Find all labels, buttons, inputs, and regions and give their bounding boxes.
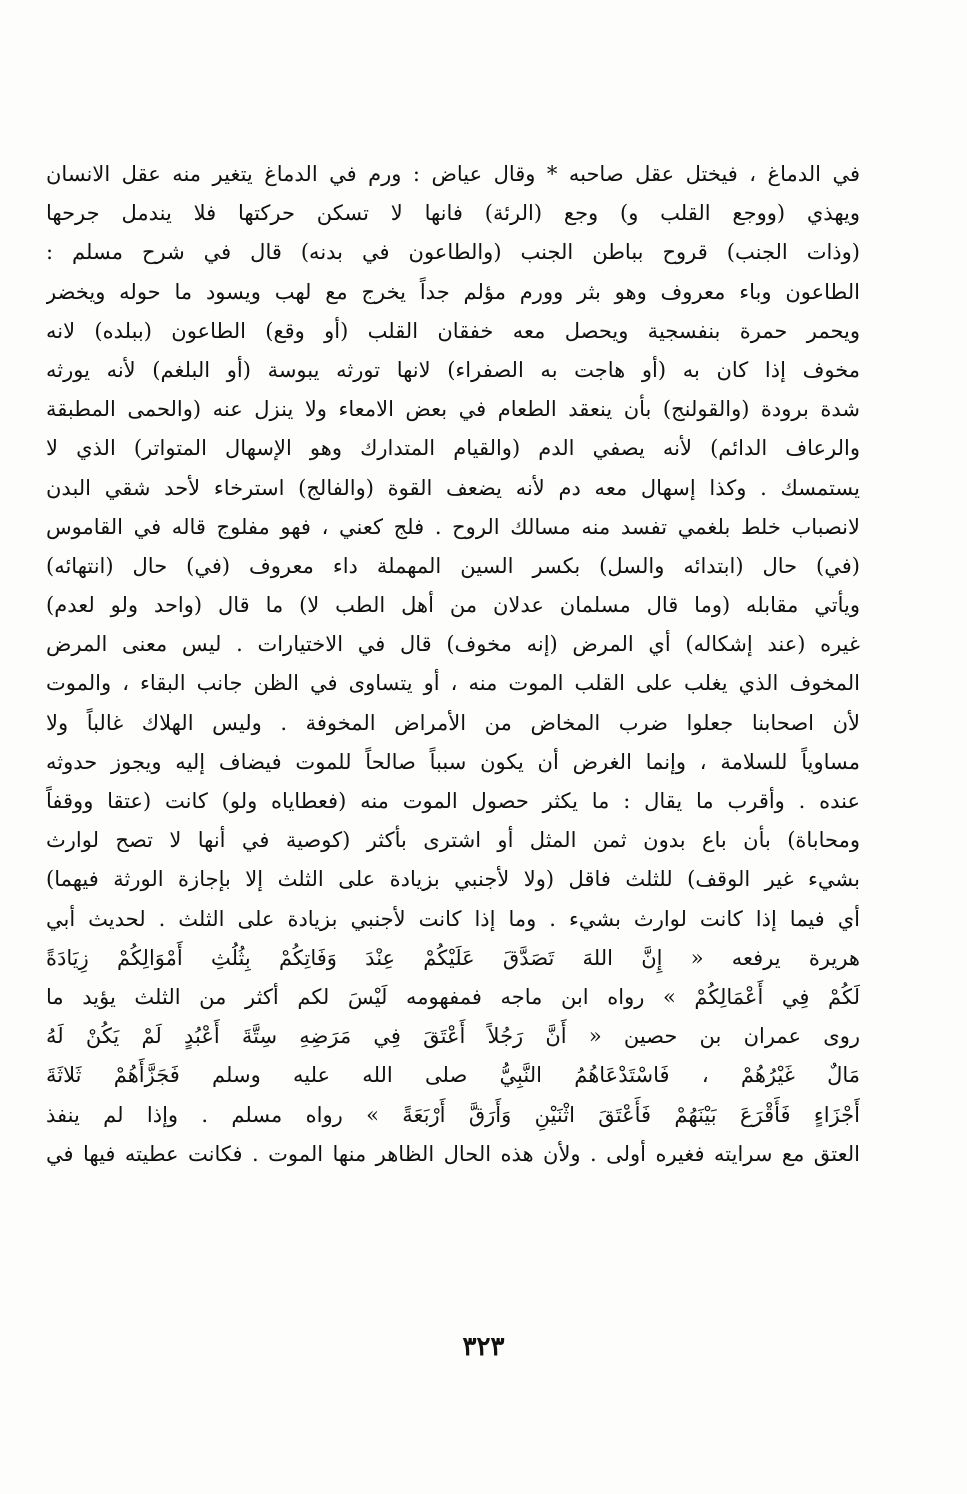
text-line: مَالٌ غَيْرُهُمْ ، فَاسْتَدْعَاهُمُ النَّبِيُّ صلى الله عليه وسلم فَجَزَّأَهُمْ ثَلاثَةَ (46, 1063, 860, 1088)
text-line: (في) حال (ابتدائه والسل) بكسر السين المهملة داء معروف (في) حال (انتهائه) (46, 553, 860, 578)
text-line: لَكُمْ فِي أَعْمَالِكُمْ » رواه ابن ماجه فمفهومه لَيْسَ لكم أكثر من الثلث يؤيد ما (46, 984, 860, 1009)
text-line: في الدماغ ، فيختل عقل صاحبه * وقال عياض : ورم في الدماغ يتغير منه عقل الانسان (46, 162, 860, 186)
page-number: ٣٢٣ (462, 1332, 505, 1362)
text-line: المخوف الذي يغلب على القلب الموت منه ، أو يتساوى في الظن جانب البقاء ، والموت (46, 671, 860, 696)
text-line: ويهذي (ووجع القلب و) وجع (الرئة) فانها لا تسكن حركتها فلا يندمل جرحها (46, 201, 860, 226)
text-line: العتق مع سرايته فغيره أولى . ولأن هذه الحال الظاهر منها الموت . فكانت عطيته فيها في (46, 1141, 860, 1166)
text-line: لأن اصحابنا جعلوا ضرب المخاض من الأمراض المخوفة . وليس الهلاك غالباً ولا (46, 710, 860, 735)
text-line: أي فيما إذا كانت لوارث بشيء . وما إذا كانت لأجنبي بزيادة على الثلث . لحديث أبي (46, 906, 860, 931)
text-line: مخوف إذا كان به (أو هاجت به الصفراء) لانها تورثه يبوسة (أو البلغم) لأنه يورثه (46, 357, 860, 382)
text-line: يستمسك . وكذا إسهال معه دم لأنه يضعف القوة (والفالج) استرخاء لأحد شقي البدن (46, 475, 860, 500)
text-line: الطاعون وباء معروف وهو بثر وورم مؤلم جداً يخرج مع لهب ويسود ما حوله ويخضر (46, 279, 860, 304)
text-line: بشيء غير الوقف) للثلث فاقل (ولا لأجنبي بزيادة على الثلث إلا بإجازة الورثة فيهما) (46, 867, 860, 892)
text-line: لانصباب خلط بلغمي تفسد منه مسالك الروح . فلج كعني ، فهو مفلوج قاله في القاموس (46, 514, 860, 539)
text-line: مساوياً للسلامة ، وإنما الغرض أن يكون سبباً صالحاً للموت فيضاف إليه ويجوز حدوثه (46, 749, 860, 774)
text-line: ويحمر حمرة بنفسجية ويحصل معه خفقان القلب (أو وقع) الطاعون (ببلده) لانه (46, 318, 860, 343)
text-line: ومحاباة) بأن باع بدون ثمن المثل أو اشترى بأكثر (كوصية في أنها لا تصح لوارث (46, 828, 860, 853)
body-text (46, 155, 860, 1174)
text-line: غيره (عند إشكاله) أي المرض (إنه مخوف) قال في الاختيارات . ليس معنى المرض (46, 632, 860, 657)
text-line: شدة برودة (والقولنج) بأن ينعقد الطعام في بعض الامعاء ولا ينزل عنه (والحمى المطبقة (46, 397, 860, 422)
text-line: هريرة يرفعه « إِنَّ اللهَ تَصَدَّقَ عَلَيْكُمْ عِنْدَ وَفَاتِكُمْ بِثُلُثِ أَمْوَالِكُمْ زِيَادَةً (46, 945, 860, 970)
text-line: أَجْزَاءٍ فَأَقْرَعَ بَيْنَهُمْ فَأَعْتَقَ اثْنَيْنِ وَأَرَقَّ أَرْبَعَةً » رواه مسلم . وإذا لم ينفذ (46, 1102, 860, 1127)
text-line: عنده . وأقرب ما يقال : ما يكثر حصول الموت منه (فعطاياه ولو) كانت (عتقا ووقفاً (46, 789, 860, 813)
text-line: ويأتي مقابله (وما قال مسلمان عدلان من أهل الطب لا) ما قال (واحد ولو لعدم) (46, 593, 860, 618)
text-line: (وذات الجنب) قروح بباطن الجنب (والطاعون في بدنه) قال في شرح مسلم : (46, 240, 860, 265)
text-line: روى عمران بن حصين « أَنَّ رَجُلاً أَعْتَقَ فِي مَرَضِهِ سِتَّةَ أَعْبُدٍ لَمْ يَكُنْ لَهُ (46, 1024, 860, 1049)
text-line: والرعاف الدائم) لأنه يصفي الدم (والقيام المتدارك وهو الإسهال المتواتر) الذي لا (46, 436, 860, 461)
